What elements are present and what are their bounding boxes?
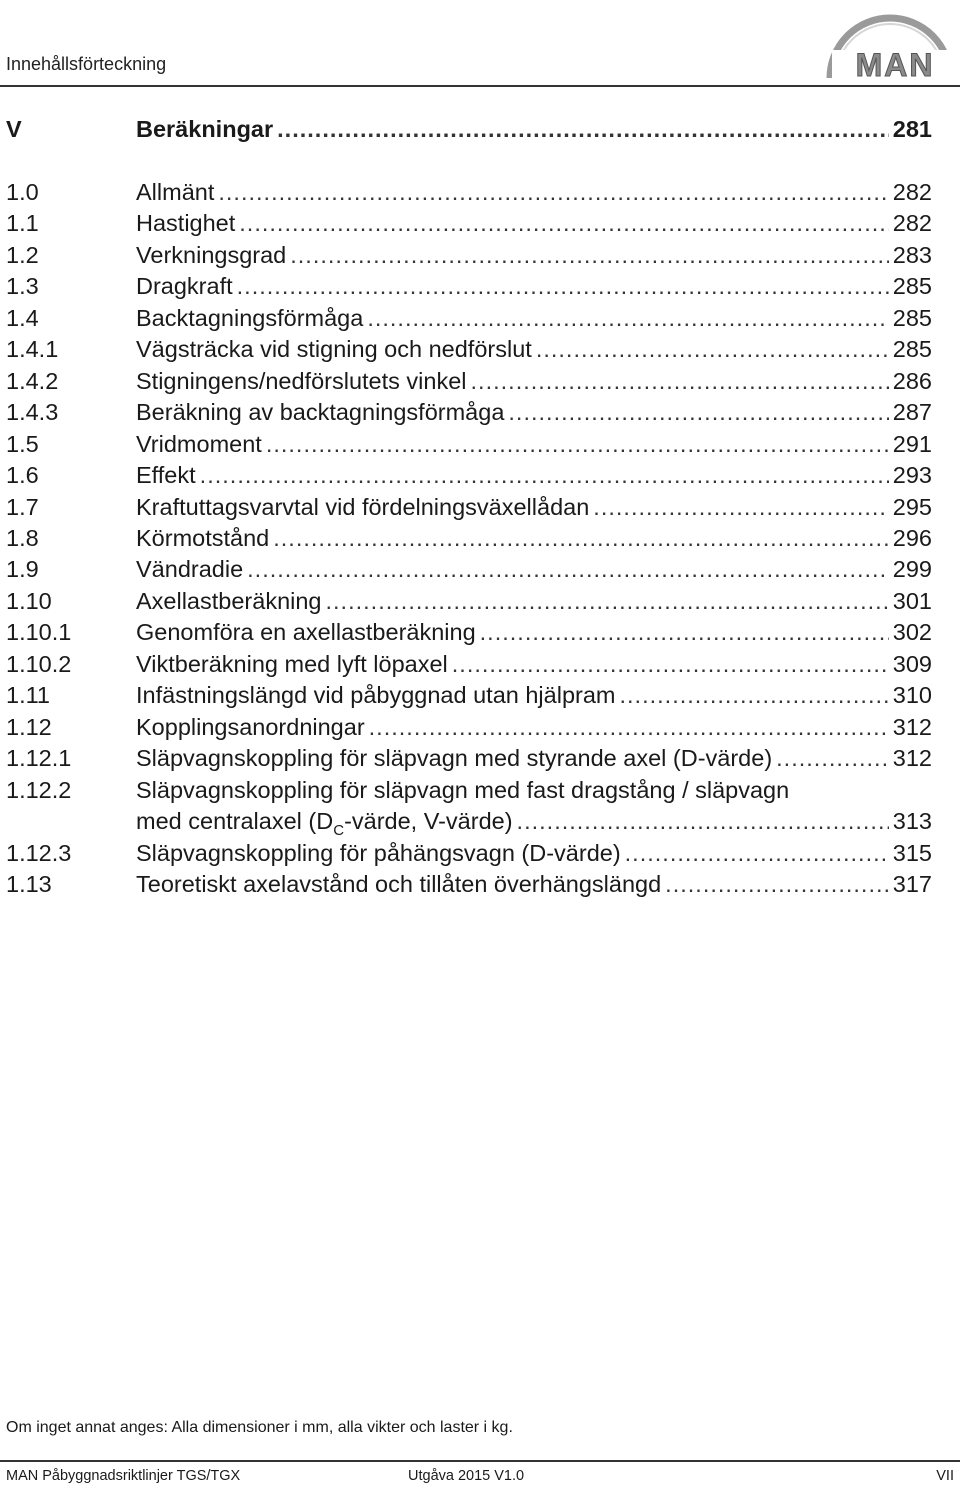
toc-title: Vägsträcka vid stigning och nedförslut <box>136 336 532 362</box>
toc-title: Släpvagnskoppling för släpvagn med styrande axel (D-värde) <box>136 745 773 771</box>
toc-number: 1.12 <box>6 714 52 740</box>
dot-leader <box>471 365 889 397</box>
page-header-title: Innehållsförteckning <box>6 54 167 74</box>
toc-row[interactable] <box>0 207 960 239</box>
toc-number: 1.10.1 <box>6 619 72 645</box>
dot-leader <box>277 113 889 145</box>
toc-number: 1.10.2 <box>6 651 72 677</box>
toc-page: 285 <box>892 273 932 299</box>
toc-row[interactable] <box>0 837 960 869</box>
toc-row[interactable] <box>0 491 960 523</box>
toc-row[interactable] <box>0 711 960 743</box>
toc-number: 1.0 <box>6 179 39 205</box>
toc-row[interactable] <box>0 868 960 900</box>
toc-number: 1.7 <box>6 494 39 520</box>
dot-leader <box>776 742 889 774</box>
dot-leader <box>266 428 889 460</box>
toc-row[interactable] <box>0 396 960 428</box>
toc-title: Infästningslängd vid påbyggnad utan hjälpram <box>136 682 616 708</box>
toc-page: 282 <box>892 179 932 205</box>
dot-leader <box>452 648 889 680</box>
toc-title: Vridmoment <box>136 431 262 457</box>
dot-leader <box>593 491 888 523</box>
toc-number: 1.10 <box>6 588 52 614</box>
toc-number: 1.4 <box>6 305 39 331</box>
dot-leader <box>239 207 889 239</box>
toc-number: 1.4.1 <box>6 336 59 362</box>
toc-number: 1.12.3 <box>6 840 72 866</box>
logo-text: MAN <box>855 47 935 82</box>
toc-row[interactable] <box>0 428 960 460</box>
toc-page: 295 <box>892 494 932 520</box>
toc-title: Genomföra en axellastberäkning <box>136 619 476 645</box>
toc-title: Beräkning av backtagningsförmåga <box>136 399 505 425</box>
toc-title: Kraftuttagsvarvtal vid fördelningsväxellådan <box>136 494 590 520</box>
dot-leader <box>369 711 889 743</box>
toc-row[interactable] <box>0 459 960 491</box>
toc-page: 293 <box>892 462 932 488</box>
toc-chapter-row[interactable] <box>0 113 960 145</box>
toc-row[interactable] <box>0 616 960 648</box>
toc-row[interactable] <box>0 648 960 680</box>
toc-number: 1.2 <box>6 242 39 268</box>
toc-page: 312 <box>892 745 932 771</box>
dot-leader <box>480 616 889 648</box>
toc-row[interactable] <box>0 239 960 271</box>
toc-row[interactable] <box>0 553 960 585</box>
toc-page: 285 <box>892 336 932 362</box>
footer-divider <box>0 1460 960 1462</box>
toc-number: 1.11 <box>6 682 50 708</box>
toc-page: 296 <box>892 525 932 551</box>
toc-page: 313 <box>892 808 932 834</box>
footer-note: Om inget annat anges: Alla dimensioner i mm, alla vikter och laster i kg. <box>6 1419 513 1436</box>
man-logo <box>818 0 960 82</box>
toc-page: 299 <box>892 556 932 582</box>
toc-title: Körmotstånd <box>136 525 270 551</box>
dot-leader <box>665 868 889 900</box>
toc-title: Hastighet <box>136 210 236 236</box>
toc-title: Beräkningar <box>136 116 274 142</box>
header-divider <box>0 85 960 87</box>
toc-page: 312 <box>892 714 932 740</box>
dot-leader <box>508 396 888 428</box>
toc-page: 309 <box>892 651 932 677</box>
toc-number: 1.13 <box>6 871 52 897</box>
toc-number: 1.6 <box>6 462 39 488</box>
toc-title: Backtagningsförmåga <box>136 305 364 331</box>
toc-page: 301 <box>892 588 932 614</box>
toc-number: 1.5 <box>6 431 39 457</box>
toc-title: Dragkraft <box>136 273 233 299</box>
toc-row[interactable] <box>0 585 960 617</box>
toc-title: Effekt <box>136 462 196 488</box>
toc-number: V <box>6 116 22 142</box>
toc-title: Släpvagnskoppling för släpvagn med fast dragstång / släpvagn <box>136 777 790 803</box>
toc-page: 281 <box>892 116 932 142</box>
dot-leader <box>290 239 889 271</box>
toc-number: 1.1 <box>6 210 39 236</box>
toc-row[interactable] <box>0 270 960 302</box>
toc-page: 310 <box>892 682 932 708</box>
dot-leader <box>536 333 889 365</box>
dot-leader <box>247 553 889 585</box>
toc-title: Viktberäkning med lyft löpaxel <box>136 651 448 677</box>
dot-leader <box>218 176 888 208</box>
toc-page: 302 <box>892 619 932 645</box>
toc-row[interactable] <box>0 302 960 334</box>
toc-page: 286 <box>892 368 932 394</box>
toc-row[interactable] <box>0 333 960 365</box>
toc-title: Stigningens/nedförslutets vinkel <box>136 368 467 394</box>
footer-page-number: VII <box>936 1468 954 1484</box>
toc-row-continuation[interactable] <box>0 805 960 837</box>
toc-number: 1.4.3 <box>6 399 59 425</box>
toc-page: 282 <box>892 210 932 236</box>
toc-page: 285 <box>892 305 932 331</box>
toc-page: 291 <box>892 431 932 457</box>
toc-page: 317 <box>892 871 932 897</box>
dot-leader <box>273 522 889 554</box>
dot-leader <box>326 585 889 617</box>
toc-row[interactable] <box>0 774 960 806</box>
footer-edition: Utgåva 2015 V1.0 <box>408 1468 525 1484</box>
toc-title: Kopplingsanordningar <box>136 714 365 740</box>
dot-leader <box>367 302 888 334</box>
toc-page: 315 <box>892 840 932 866</box>
dot-leader <box>625 837 889 869</box>
dot-leader <box>517 805 889 837</box>
toc-number: 1.12.2 <box>6 777 72 803</box>
toc-title: Teoretiskt axelavstånd och tillåten överhängslängd <box>136 871 662 897</box>
toc-row[interactable] <box>0 742 960 774</box>
toc-page: 283 <box>892 242 932 268</box>
dot-leader <box>200 459 889 491</box>
toc-title: Släpvagnskoppling för påhängsvagn (D-värde) <box>136 840 621 866</box>
toc-number: 1.8 <box>6 525 39 551</box>
toc-title: Allmänt <box>136 179 215 205</box>
toc-title-continuation: med centralaxel ($D_C$-värde, V-värde) <box>136 808 513 839</box>
toc-title: Vändradie <box>136 556 244 582</box>
dot-leader <box>237 270 889 302</box>
toc-number: 1.4.2 <box>6 368 59 394</box>
toc-page: 287 <box>892 399 932 425</box>
toc-number: 1.3 <box>6 273 39 299</box>
footer-document-title: MAN Påbyggnadsriktlinjer TGS/TGX <box>6 1468 241 1484</box>
toc-number: 1.12.1 <box>6 745 72 771</box>
toc-title: Axellastberäkning <box>136 588 322 614</box>
dot-leader <box>619 679 888 711</box>
toc-row[interactable] <box>0 176 960 208</box>
toc-row[interactable] <box>0 679 960 711</box>
toc-row[interactable] <box>0 522 960 554</box>
toc-title: Verkningsgrad <box>136 242 287 268</box>
toc-row[interactable] <box>0 365 960 397</box>
toc-number: 1.9 <box>6 556 39 582</box>
